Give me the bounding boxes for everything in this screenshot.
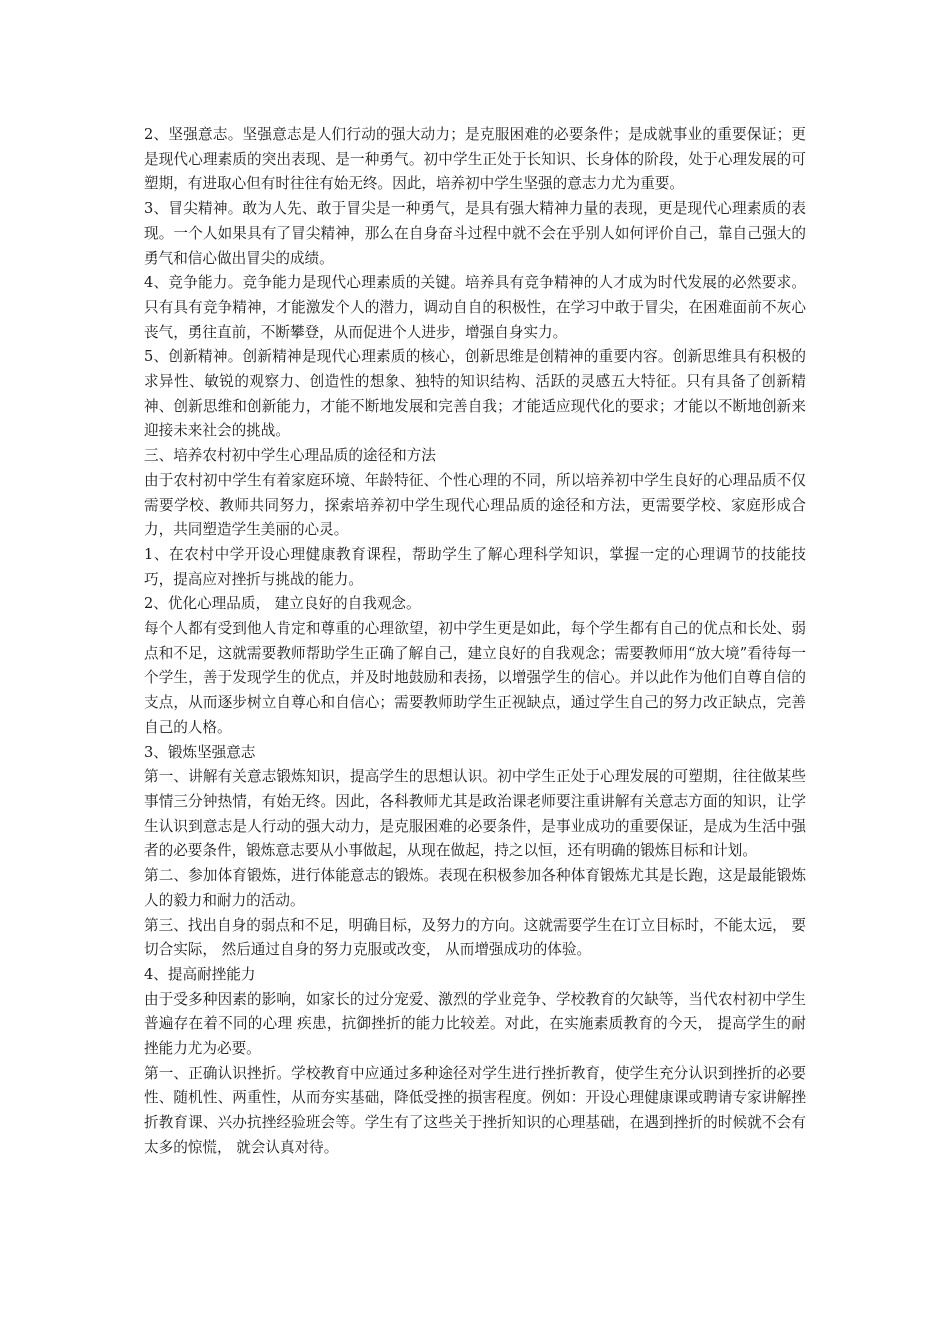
- subheading-willpower-training: 3、锻炼坚强意志: [144, 743, 256, 761]
- paragraph-methods-intro: 由于农村初中学生有着家庭环境、年龄特征、个性心理的不同，所以培养初中学生良好的心理品质不仅需要学校、教师共同努力，探索培养初中学生现代心理品质的途径和方法，更需要学校、家庭形成合力，共同塑造学生美丽的心灵。: [144, 471, 806, 539]
- paragraph-course: 1、在农村中学开设心理健康教育课程，帮助学生了解心理科学知识，掌握一定的心理调节的技能技巧，提高应对挫折与挑战的能力。: [144, 545, 806, 588]
- section-heading-methods: 三、培养农村初中学生心理品质的途径和方法: [144, 447, 436, 465]
- paragraph-willpower: 2、坚强意志。坚强意志是人们行动的强大动力；是克服困难的必要条件；是成就事业的重要保证；更是现代心理素质的突出表现、是一种勇气。初中学生正处于长知识、长身体的阶段，处于心理发展的可塑期，有进取心但有时往往有始无终。因此，培养初中学生坚强的意志力尤为重要。: [144, 126, 806, 193]
- paragraph-willpower-third: 第三、找出自身的弱点和不足，明确目标，及努力的方向。这就需要学生在订立目标时，不能太远， 要切合实际， 然后通过自身的努力克服或改变， 从而增强成功的体验。: [144, 916, 806, 959]
- document-body: [144, 123, 806, 1161]
- subheading-self-concept: 2、优化心理品质， 建立良好的自我观念。: [144, 595, 421, 613]
- paragraph-competitiveness: 4、竞争能力。竞争能力是现代心理素质的关键。培养具有竞争精神的人才成为时代发展的必然要求。只有具有竞争精神，才能激发个人的潜力，调动自自的积极性，在学习中敢于冒尖，在困难面前不灰心丧气，勇往直前，不断攀登，从而促进个人进步，增强自身实力。: [144, 274, 806, 341]
- paragraph-willpower-second: 第二、参加体育锻炼，进行体能意志的锻炼。表现在积极参加各种体育锻炼尤其是长跑，这是最能锻炼人的毅力和耐力的活动。: [144, 867, 806, 909]
- paragraph-resilience-intro: 由于受多种因素的影响，如家长的过分宠爱、激烈的学业竞争、学校教育的欠缺等，当代农村初中学生普遍存在着不同的心理 疾患，抗御挫折的能力比较差。对此，在实施素质教育的今天， 提高学生的耐挫能力尤为必要。: [144, 990, 806, 1058]
- paragraph-innovation: 5、创新精神。创新精神是现代心理素质的核心，创新思维是创精神的重要内容。创新思维具有积极的求异性、敏锐的观察力、创造性的想象、独特的知识结构、活跃的灵感五大特征。只有具备了创新精神、创新思维和创新能力，才能不断地发展和完善自我；才能适应现代化的要求；才能以不断地创新来迎接未来社会的挑战。: [144, 348, 806, 440]
- paragraph-willpower-first: 第一、讲解有关意志锻炼知识，提高学生的思想认识。初中学生正处于心理发展的可塑期，往往做某些事情三分钟热情，有始无终。因此，各科教师尤其是政治课老师要注重讲解有关意志方面的知识，让学生认识到意志是人行动的强大动力，是克服困难的必要条件，是事业成功的重要保证，是成为生活中强者的必要条件，锻炼意志要从小事做起，从现在做起，持之以恒，还有明确的锻炼目标和计划。: [144, 768, 806, 860]
- paragraph-pioneering-spirit: 3、冒尖精神。敢为人先、敢于冒尖是一种勇气，是具有强大精神力量的表现，更是现代心理素质的表现。一个人如果具有了冒尖精神，那么在自身奋斗过程中就不会在乎别人如何评价自己，靠自己强大的勇气和信心做出冒尖的成绩。: [144, 200, 806, 267]
- paragraph-self-concept: 每个人都有受到他人肯定和尊重的心理欲望，初中学生更是如此，每个学生都有自己的优点和长处、弱点和不足，这就需要教师帮助学生正确了解自己，建立良好的自我观念；需要教师用“放大境”看待每一个学生，善于发现学生的优点，并及时地鼓励和表扬，以增强学生的信心。并以此作为他们自尊自信的支点，从而逐步树立自尊心和自信心；需要教师助学生正视缺点，通过学生自己的努力改正缺点，完善自己的人格。: [144, 620, 806, 736]
- subheading-resilience: 4、提高耐挫能力: [144, 965, 256, 983]
- paragraph-resilience-first: 第一、正确认识挫折。学校教育中应通过多种途径对学生进行挫折教育，使学生充分认识到挫折的必要性、随机性、两重性，从而夯实基础，降低受挫的损害程度。例如：开设心理健康课或聘请专家讲解挫折教育课、兴办抗挫经验班会等。学生有了这些关于挫折知识的心理基础，在遇到挫折的时候就不会有太多的惊慌， 就会认真对待。: [144, 1064, 806, 1156]
